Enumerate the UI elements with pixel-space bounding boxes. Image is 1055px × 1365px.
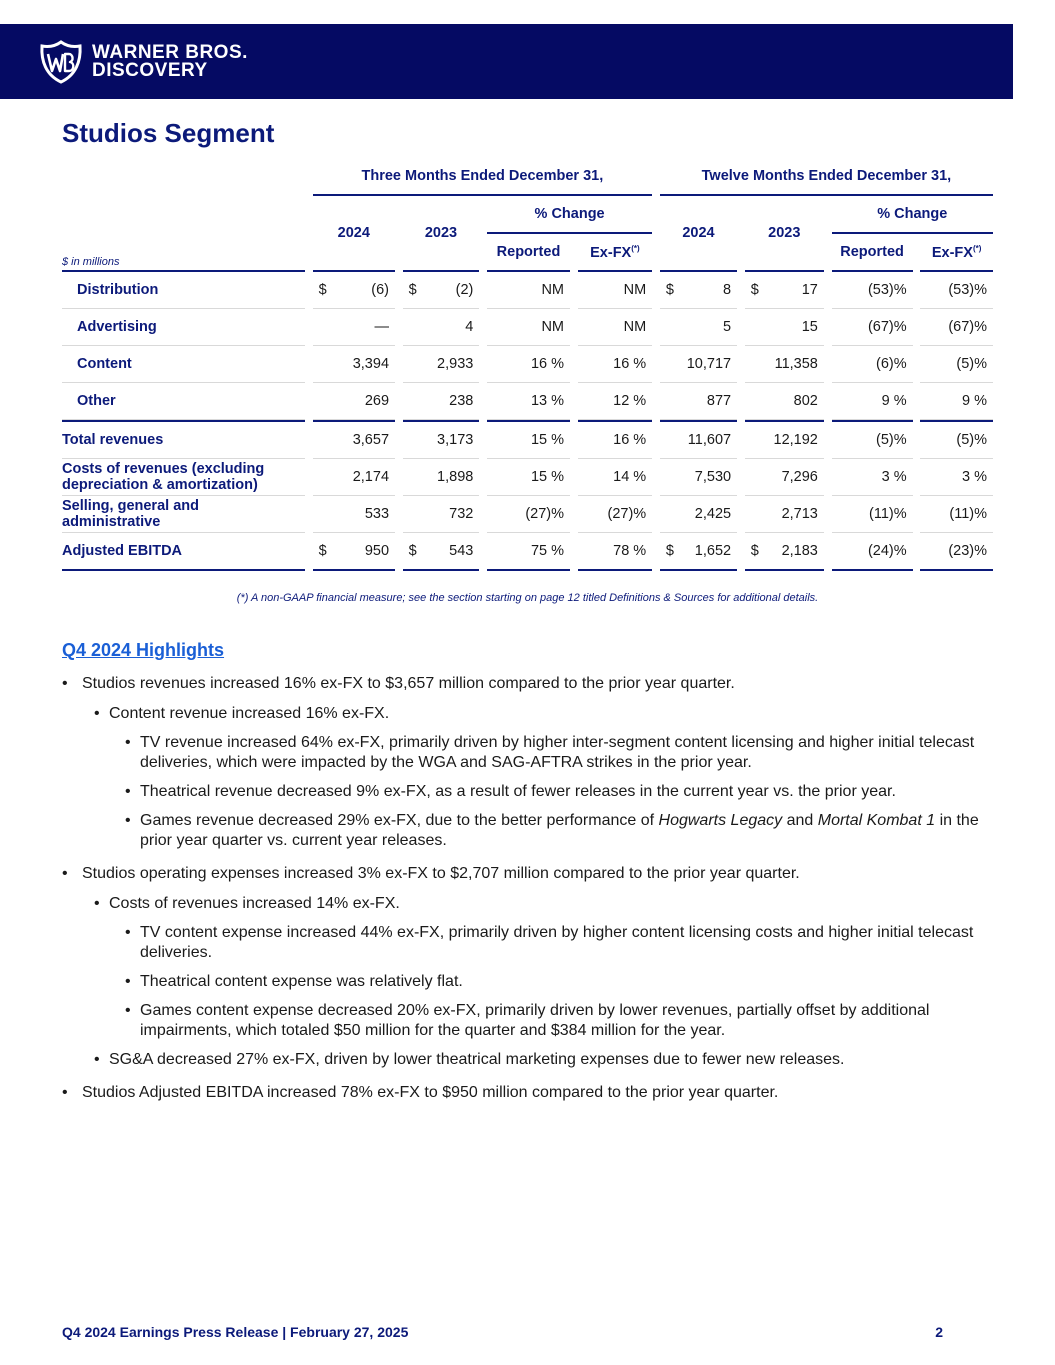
list-item: • SG&A decreased 27% ex-FX, driven by lower theatrical marketing expenses due to fewer new releases. — [94, 1051, 845, 1068]
cell-q2023: 1,898 — [403, 459, 480, 496]
list-item: • Games content expense decreased 20% ex-FX, primarily driven by lower revenues, partially offset by additional impairments, which totaled $50 million for the quarter and $384 million for the year. — [125, 1002, 930, 1039]
cell-y2024: 877 — [660, 383, 737, 420]
table-row-costs-of-revenues — [62, 459, 993, 496]
page-footer — [62, 1324, 943, 1340]
cell-y2023: 15 — [745, 309, 824, 346]
col-exfx-y — [920, 234, 993, 270]
cell-y-exfx: (53)% — [920, 270, 993, 309]
col-2024-q: 2024 — [337, 225, 370, 241]
bullet-icon: • — [62, 1084, 68, 1101]
cell-q-reported: 15 % — [487, 420, 570, 459]
cell-y2023: 802 — [745, 383, 824, 420]
cell-y2023: $ 2,183 — [745, 533, 824, 571]
list-item: • Theatrical revenue decreased 9% ex-FX, as a result of fewer releases in the current year vs. the prior year. — [125, 783, 896, 800]
cell-q-reported: 75 % — [487, 533, 570, 571]
studios-financial-table — [62, 158, 993, 571]
table-footnote: (*) A non-GAAP financial measure; see the section starting on page 12 titled Definitions & Sources for additional details. — [236, 592, 819, 604]
cell-y2024: 2,425 — [660, 496, 737, 533]
exfx-label: Ex-FX — [931, 244, 973, 261]
title-hogwarts-legacy: Hogwarts Legacy — [658, 812, 783, 829]
highlights-title[interactable]: Q4 2024 Highlights — [62, 640, 225, 660]
list-item: • Studios operating expenses increased 3% ex-FX to $2,707 million compared to the prior year quarter. — [62, 865, 800, 882]
footer-text: Q4 2024 Earnings Press Release | February 27, 2025 — [62, 1324, 409, 1340]
table-sub-header-row — [62, 234, 993, 270]
cell-q-exfx: NM — [578, 270, 653, 309]
list-item: • Content revenue increased 16% ex-FX. — [94, 705, 390, 722]
bullet-icon: • — [94, 705, 100, 722]
page-title: Studios Segment — [62, 118, 275, 148]
row-label: Content — [62, 346, 305, 383]
pct-change-header-q: % Change — [487, 196, 652, 234]
twelve-months-header: Twelve Months Ended December 31, — [660, 158, 993, 196]
col-exfx-q — [578, 234, 653, 270]
col-reported-y: Reported — [840, 244, 904, 260]
cell-y2023: 11,358 — [745, 346, 824, 383]
row-label: Total revenues — [62, 420, 305, 459]
exfx-sup: (*) — [631, 243, 640, 253]
bullet-icon: • — [125, 924, 131, 941]
cell-y-exfx: (11)% — [920, 496, 993, 533]
bullet-icon: • — [94, 1051, 100, 1068]
cell-q2023: 2,933 — [403, 346, 480, 383]
table-row-sga — [62, 496, 993, 533]
table-row-total-revenues — [62, 420, 993, 459]
cell-y-reported: (24)% — [832, 533, 913, 571]
cell-y-reported: 3 % — [832, 459, 913, 496]
col-2023-y: 2023 — [768, 225, 801, 241]
cell-y2024: 10,717 — [660, 346, 737, 383]
bullet-icon: • — [125, 973, 131, 990]
cell-q-exfx: 16 % — [578, 346, 653, 383]
bullet-icon: • — [62, 865, 68, 882]
exfx-sup: (*) — [972, 243, 982, 253]
cell-q-exfx: 16 % — [578, 420, 653, 459]
cell-q2023: $ (2) — [403, 270, 480, 309]
row-label: Distribution — [62, 270, 305, 309]
logo-wordmark — [92, 44, 248, 80]
cell-q-exfx: 12 % — [578, 383, 653, 420]
table-row-content — [62, 346, 993, 383]
col-2023-q: 2023 — [424, 225, 458, 241]
logo-line-2: DISCOVERY — [92, 60, 208, 81]
units-label: $ in millions — [62, 256, 120, 268]
cell-q-exfx: NM — [578, 309, 653, 346]
row-label: Other — [62, 383, 305, 420]
exfx-label: Ex-FX — [590, 244, 632, 261]
col-reported-q: Reported — [496, 244, 561, 260]
table-period-header-row — [62, 158, 993, 196]
cell-y2023: 7,296 — [745, 459, 824, 496]
wb-shield-icon — [38, 39, 84, 85]
cell-y-reported: (11)% — [832, 496, 913, 533]
table-row-adjusted-ebitda — [62, 533, 993, 571]
bullet-icon: • — [125, 1002, 131, 1019]
cell-q2024: — — [313, 309, 395, 346]
list-item: • Theatrical content expense was relatively flat. — [125, 973, 463, 990]
row-label: Costs of revenues (excluding depreciation & amortization) — [62, 459, 305, 496]
cell-y-exfx: (5)% — [920, 346, 993, 383]
cell-y-reported: (67)% — [832, 309, 913, 346]
cell-q2024: 3,394 — [313, 346, 395, 383]
cell-y2024: 11,607 — [660, 420, 737, 459]
cell-q2023: 4 — [403, 309, 480, 346]
cell-y2024: $ 8 — [660, 270, 737, 309]
cell-q-reported: 13 % — [487, 383, 570, 420]
page-number: 2 — [935, 1324, 943, 1340]
cell-q2024: $ 950 — [313, 533, 395, 571]
cell-y2023: 12,192 — [745, 420, 824, 459]
cell-q-reported: 15 % — [487, 459, 570, 496]
cell-y-reported: (5)% — [832, 420, 913, 459]
list-item: • TV content expense increased 44% ex-FX, primarily driven by higher content licensing costs and higher initial telecast deliveries. — [125, 924, 974, 961]
cell-y-reported: (6)% — [832, 346, 913, 383]
cell-q2024: 533 — [313, 496, 395, 533]
cell-y2024: 5 — [660, 309, 737, 346]
table-row-advertising — [62, 309, 993, 346]
cell-q2024: 3,657 — [313, 420, 395, 459]
table-row-other — [62, 383, 993, 420]
row-label: Selling, general and administrative — [62, 496, 305, 533]
cell-y-exfx: (67)% — [920, 309, 993, 346]
row-label: Adjusted EBITDA — [62, 533, 305, 571]
header-band — [0, 24, 1013, 99]
cell-q-exfx: 14 % — [578, 459, 653, 496]
col-2024-y: 2024 — [682, 225, 715, 241]
bullet-icon: • — [125, 812, 131, 829]
three-months-header: Three Months Ended December 31, — [313, 158, 653, 196]
title-mortal-kombat-1: Mortal Kombat 1 — [817, 812, 936, 829]
cell-q-exfx: (27)% — [578, 496, 653, 533]
cell-y2023: 2,713 — [745, 496, 824, 533]
list-item: • TV revenue increased 64% ex-FX, primarily driven by higher inter-segment content licensing and higher initial telecast deliveries, which were impacted by the WGA and SAG-AFTRA strikes in the prior year. — [125, 734, 975, 771]
row-label: Advertising — [62, 309, 305, 346]
cell-q2023: 3,173 — [403, 420, 480, 459]
cell-q2023: 732 — [403, 496, 480, 533]
list-item: • Games revenue decreased 29% ex-FX, due to the better performance of Hogwarts Legacy and Mortal Kombat 1 in the prior year quarter vs. current year releases. — [125, 812, 979, 849]
logo-line-1: WARNER BROS. — [92, 42, 248, 63]
wbd-logo — [38, 39, 248, 85]
cell-q-exfx: 78 % — [578, 533, 653, 571]
cell-y-exfx: (23)% — [920, 533, 993, 571]
table-change-header-row — [62, 196, 993, 234]
bullet-icon: • — [62, 675, 68, 692]
cell-q2024: $ (6) — [313, 270, 395, 309]
list-item: • Studios revenues increased 16% ex-FX to $3,657 million compared to the prior year quarter. — [62, 675, 735, 692]
cell-q2024: 269 — [313, 383, 395, 420]
bullet-icon: • — [125, 734, 131, 751]
pct-change-header-y: % Change — [832, 196, 994, 234]
cell-q-reported: NM — [487, 309, 570, 346]
cell-q-reported: NM — [487, 270, 570, 309]
bullet-icon: • — [125, 783, 131, 800]
cell-y-exfx: (5)% — [920, 420, 993, 459]
cell-q2023: 238 — [403, 383, 480, 420]
cell-q-reported: 16 % — [487, 346, 570, 383]
bullet-icon: • — [94, 895, 100, 912]
cell-y2023: $ 17 — [745, 270, 824, 309]
list-item: • Costs of revenues increased 14% ex-FX. — [94, 895, 400, 912]
cell-y-reported: 9 % — [832, 383, 913, 420]
cell-q2024: 2,174 — [313, 459, 395, 496]
table-row-distribution — [62, 270, 993, 309]
list-item: • Studios Adjusted EBITDA increased 78% ex-FX to $950 million compared to the prior year quarter. — [62, 1084, 779, 1101]
cell-y-exfx: 9 % — [920, 383, 993, 420]
cell-y-reported: (53)% — [832, 270, 913, 309]
cell-y2024: 7,530 — [660, 459, 737, 496]
cell-q-reported: (27)% — [487, 496, 570, 533]
highlights-list — [62, 674, 1002, 1113]
cell-q2023: $ 543 — [403, 533, 480, 571]
cell-y-exfx: 3 % — [920, 459, 993, 496]
cell-y2024: $ 1,652 — [660, 533, 737, 571]
